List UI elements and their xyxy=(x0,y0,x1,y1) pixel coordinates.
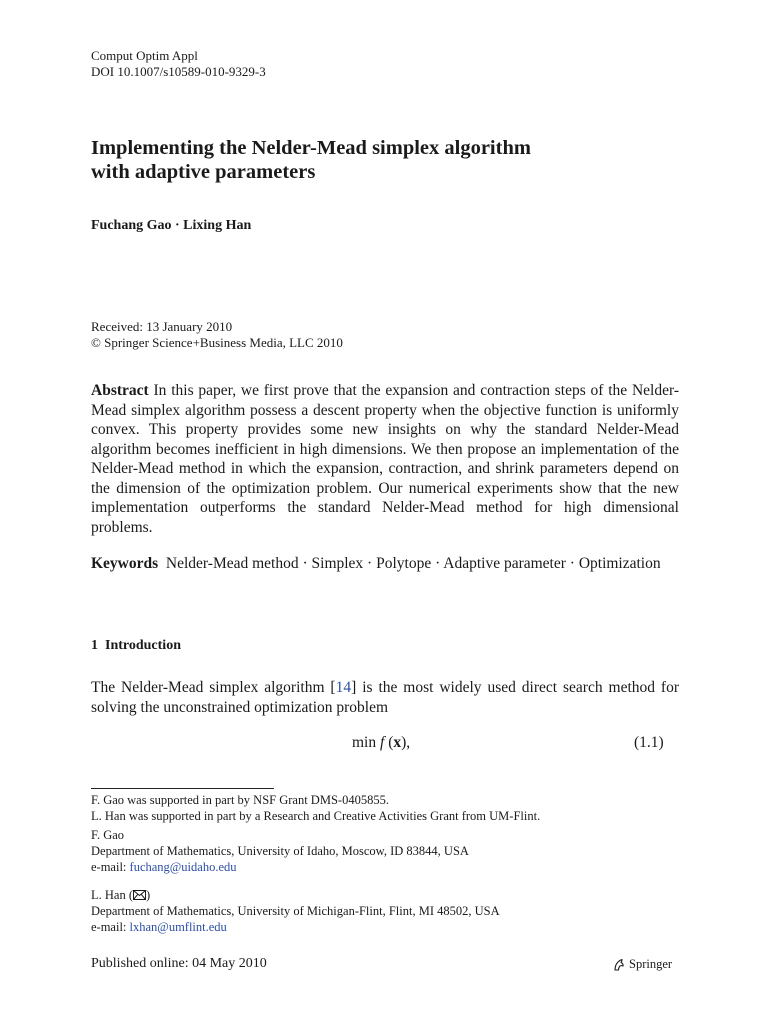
email-link[interactable]: lxhan@umflint.edu xyxy=(129,920,227,934)
keywords xyxy=(91,554,679,574)
author-name-text: L. Han ( xyxy=(91,888,133,902)
intro-text-after: ] is the most widely used direct search method for solving the unconstrained optimization problem xyxy=(91,679,679,716)
author-department: Department of Mathematics, University of Idaho, Moscow, ID 83844, USA xyxy=(91,844,469,858)
published-online: Published online: 04 May 2010 xyxy=(91,956,267,971)
springer-horse-icon xyxy=(612,958,626,972)
title-line-1: Implementing the Nelder-Mead simplex algorithm xyxy=(91,137,531,159)
footnote-1: F. Gao was supported in part by NSF Grant DMS-0405855. xyxy=(91,793,389,807)
author-email-line xyxy=(91,859,469,875)
title-line-2: with adaptive parameters xyxy=(91,161,316,183)
equation-number: (1.1) xyxy=(634,734,664,751)
publisher-logo xyxy=(612,957,672,972)
abstract-text: In this paper, we first prove that the expansion and contraction steps of the Nelder-Mead simplex algorithm possess a descent property when the objective function is uniformly convex. This property provides some new insights on why the standard Nelder-Mead algorithm becomes inefficient in high dimensions. We then propose an implementation of the Nelder-Mead method in which the expansion, contraction, and shrink parameters depend on the dimension of the optimization problem. Our numerical experiments show that the new implementation outperforms the standard Nelder-Mead method for high dimensional problems. xyxy=(91,382,680,536)
equation xyxy=(352,734,410,752)
abstract-label: Abstract xyxy=(91,382,149,399)
keywords-label: Keywords xyxy=(91,555,159,572)
publisher-name: Springer xyxy=(629,957,673,971)
equation-text: min f (x), xyxy=(352,734,411,751)
author-name-end: ) xyxy=(146,888,151,902)
journal-header xyxy=(91,48,266,80)
footnote-rule xyxy=(91,788,274,789)
email-label: e-mail: xyxy=(91,860,130,874)
section-heading-introduction: 1 Introduction xyxy=(91,638,181,653)
doi: DOI 10.1007/s10589-010-9329-3 xyxy=(91,64,266,79)
author-name: F. Gao xyxy=(91,828,125,842)
author-name xyxy=(91,887,500,903)
journal-name: Comput Optim Appl xyxy=(91,48,198,63)
intro-text-before: The Nelder-Mead simplex algorithm [ xyxy=(91,679,336,696)
keywords-text: Nelder-Mead method · Simplex · Polytope · Adaptive parameter · Optimization xyxy=(165,555,661,572)
email-link[interactable]: fuchang@uidaho.edu xyxy=(129,860,237,874)
introduction-paragraph xyxy=(91,678,679,717)
received-date: Received: 13 January 2010 xyxy=(91,319,233,334)
author-department: Department of Mathematics, University of Michigan-Flint, Flint, MI 48502, USA xyxy=(91,904,500,918)
article-meta xyxy=(91,319,343,351)
footnote-2: L. Han was supported in part by a Research and Creative Activities Grant from UM-Flint. xyxy=(91,809,541,823)
envelope-icon xyxy=(133,890,146,900)
copyright: © Springer Science+Business Media, LLC 2010 xyxy=(91,335,343,350)
abstract xyxy=(91,381,679,537)
authors: Fuchang Gao · Lixing Han xyxy=(91,218,252,233)
affiliation-gao xyxy=(91,827,469,875)
footnotes xyxy=(91,792,540,824)
citation-link[interactable]: 14 xyxy=(335,679,352,696)
author-email-line xyxy=(91,919,500,935)
email-label: e-mail: xyxy=(91,920,130,934)
affiliation-han xyxy=(91,887,500,935)
paper-title xyxy=(91,136,531,184)
